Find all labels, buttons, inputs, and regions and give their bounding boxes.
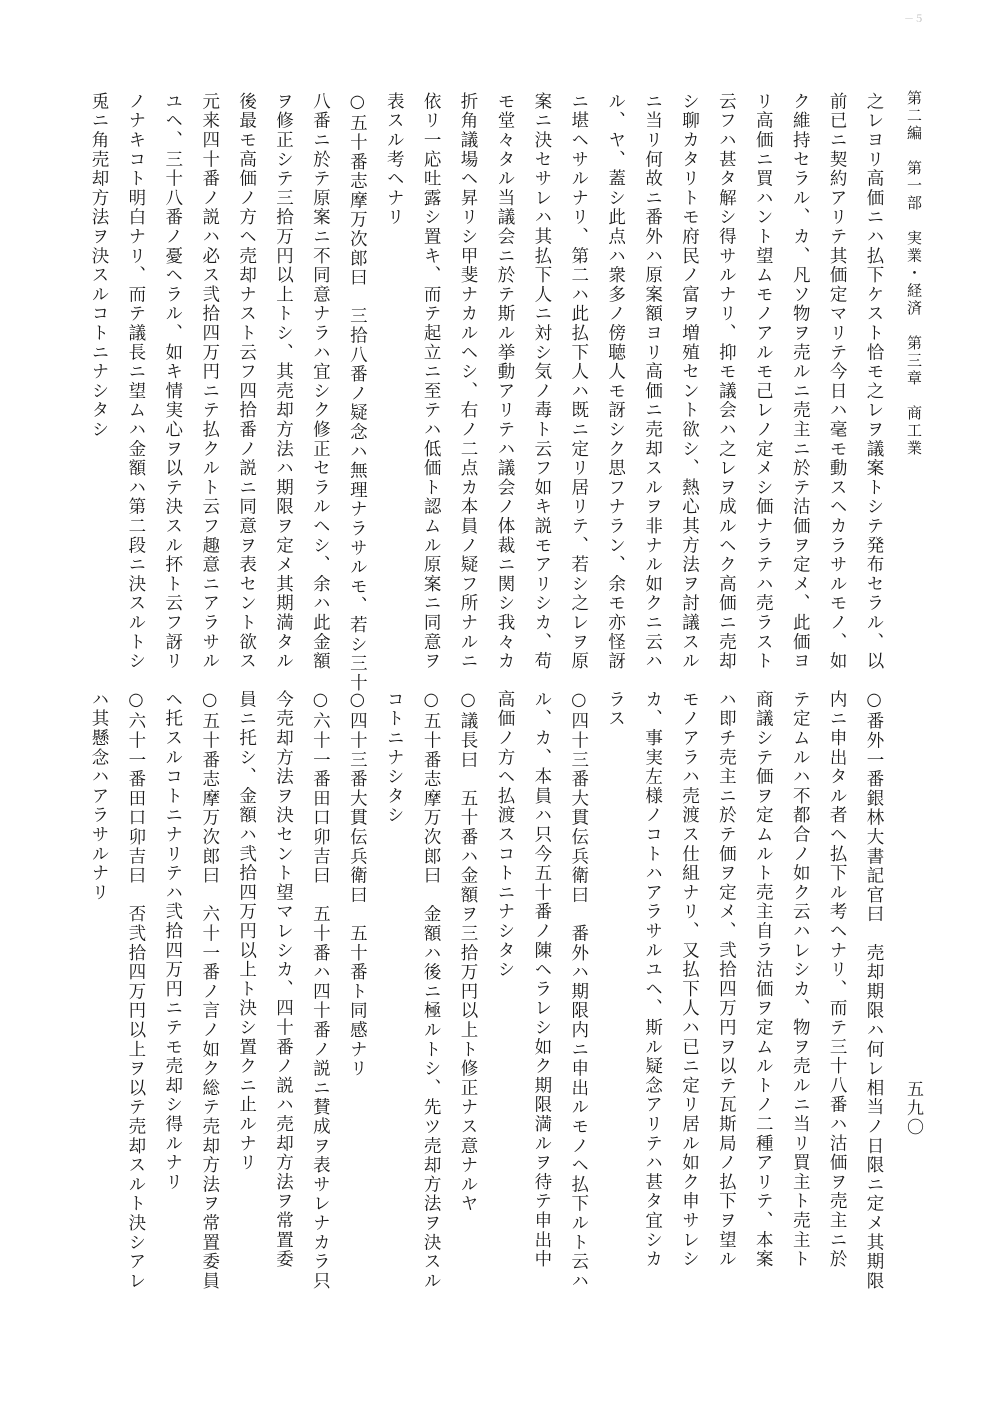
text-line: ○四十三番大貫伝兵衛曰 番外ハ期限内ニ申出ルモノヘ払下ルト云ハ [568,690,589,1291]
running-head: 第二編 第一部 実業・経済 第三章 商工業 [905,90,923,458]
text-line: ル、カ、本員ハ只今五十番ノ陳ヘラレシ如ク期限満ルヲ待テ申出中 [531,690,552,1269]
text-line: ○五十番志摩万次郎曰 三拾八番ノ疑念ハ無理ナラサルモ、若シ三十 [347,92,368,693]
text-line: 後最モ高価ノ方ヘ売却ナスト云フ四拾番ノ説ニ同意ヲ表セント欲ス [236,92,257,671]
text-line: ○番外一番銀林大書記官曰 売却期限ハ何レ相当ノ日限ニ定メ其期限 [864,690,884,1291]
text-line: 元来四十番ノ説ハ必ス弐拾四万円ニテ払クルト云フ趣意ニアラサル [199,92,220,671]
text-line: コトニナシタシ [384,690,405,826]
text-line: ○議長曰 五十番ハ金額ヲ三拾万円以上ト修正ナス意ナルヤ [458,690,479,1214]
text-line: ニ堪ヘサルナリ、第二ハ此払下人ハ既ニ定リ居リテ、若シ之レヲ原 [568,92,589,671]
page-number: 五九〇 [903,1080,923,1137]
lower-text-block [70,690,882,1290]
text-line: ハ其懸念ハアラサルナリ [88,690,109,903]
text-line: 八番ニ於テ原案ニ不同意ナラハ宜シク修正セラルヘシ、余ハ此金額 [310,92,331,671]
text-line: 今売却方法ヲ決セント望マレシカ、四十番ノ説ハ売却方法ヲ常置委 [273,690,294,1269]
text-line: リ高価ニ買ハント望ムモノアルモ己レノ定メシ価ナラテハ売ラスト [753,92,774,671]
text-line: ノナキコト明白ナリ、而テ議長ニ望ムハ金額ハ第二段ニ決スルトシ [125,92,146,671]
page-corner-mark: －５ [904,14,924,25]
text-line: ○五十番志摩万次郎曰 六十一番ノ言ノ如ク総テ売却方法ヲ常置委員 [199,690,220,1291]
text-line: 内ニ申出タル者ヘ払下ル考ヘナリ、而テ三十八番ハ沽価ヲ売主ニ於 [827,690,848,1269]
text-line: 依リ一応吐露シ置キ、而テ起立ニ至テハ低価ト認ムル原案ニ同意ヲ [421,92,442,671]
text-line: ○六十一番田口卯吉曰 否弐拾四万円以上ヲ以テ売却スルト決シアレ [125,690,146,1291]
text-line: 折角議場ヘ昇リシ甲斐ナカルヘシ、右ノ二点カ本員ノ疑フ所ナルニ [458,92,479,671]
text-line: 兎ニ角売却方法ヲ決スルコトニナシタシ [88,92,109,440]
text-line: カ、事実左様ノコトハアラサルユヘ、斯ル疑念アリテハ甚タ宜シカ [642,690,663,1269]
text-line: ル、ヤ、蓋シ此点ハ衆多ノ傍聴人モ訝シク思フナラン、余モ亦怪訝 [605,92,626,671]
text-line: 表スル考ヘナリ [384,92,405,228]
text-line: 高価ノ方ヘ払渡スコトニナシタシ [494,690,515,980]
text-line: ニ当リ何故ニ番外ハ原案額ヨリ高価ニ売却スルヲ非ナル如クニ云ハ [642,92,663,671]
text-line: テ定ムルハ不都合ノ如ク云ハレシカ、物ヲ売ルニ当リ買主ト売主ト [790,690,811,1269]
text-line: ハ即チ売主ニ於テ価ヲ定メ、弐拾四万円ヲ以テ瓦斯局ノ払下ヲ望ル [716,690,737,1269]
text-line: シ聊カタリトモ府民ノ富ヲ増殖セント欲シ、熱心其方法ヲ討議スル [679,92,700,671]
text-line: モ堂々タル当議会ニ於テ斯ル挙動アリテハ議会ノ体裁ニ関シ我々カ [494,92,515,671]
text-line: ○五十番志摩万次郎曰 金額ハ後ニ極ルトシ、先ツ売却方法ヲ決スル [421,690,442,1291]
text-line: ラス [605,690,626,729]
text-line: 商議シテ価ヲ定ムルト売主自ラ沽価ヲ定ムルトノ二種アリテ、本案 [753,690,774,1269]
text-line: 案ニ決セサレハ其払下人ニ対シ気ノ毒ト云フ如キ説モアリシカ、苟 [531,92,552,671]
text-line: 員ニ托シ、金額ハ弐拾四万円以上ト決シ置クニ止ルナリ [236,690,257,1173]
text-line: 前已ニ契約アリテ其価定マリテ今日ハ毫モ動スヘカラサルモノ、如 [827,92,848,671]
text-line: ユヘ、三十八番ノ憂ヘラル、如キ情実心ヲ以テ決スル抔ト云フ訝リ [162,92,183,671]
text-line: 之レヨリ高価ニハ払下ケスト恰モ之レヲ議案トシテ発布セラル、以 [864,92,884,671]
text-line: ヲ修正シテ三拾万円以上トシ、其売却方法ハ期限ヲ定メ其期満タル [273,92,294,671]
text-line: ク維持セラル、カ、凡ソ物ヲ売ルニ売主ニ於テ沽価ヲ定メ、此価ヨ [790,92,811,671]
text-line: ○四十三番大貫伝兵衛曰 五十番ト同感ナリ [347,690,368,1079]
text-line: モノアラハ売渡ス仕組ナリ、又払下人ハ已ニ定リ居ル如ク申サレシ [679,690,700,1269]
upper-text-block [70,92,884,693]
text-line: ヘ托スルコトニナリテハ弐拾四万円ニテモ売却シ得ルナリ [162,690,183,1192]
text-line: ○六十一番田口卯吉曰 五十番ハ四十番ノ説ニ賛成ヲ表サレナカラ只 [310,690,331,1291]
text-line: 云フハ甚タ解シ得サルナリ、抑モ議会ハ之レヲ成ルヘク高価ニ売却 [716,92,737,671]
